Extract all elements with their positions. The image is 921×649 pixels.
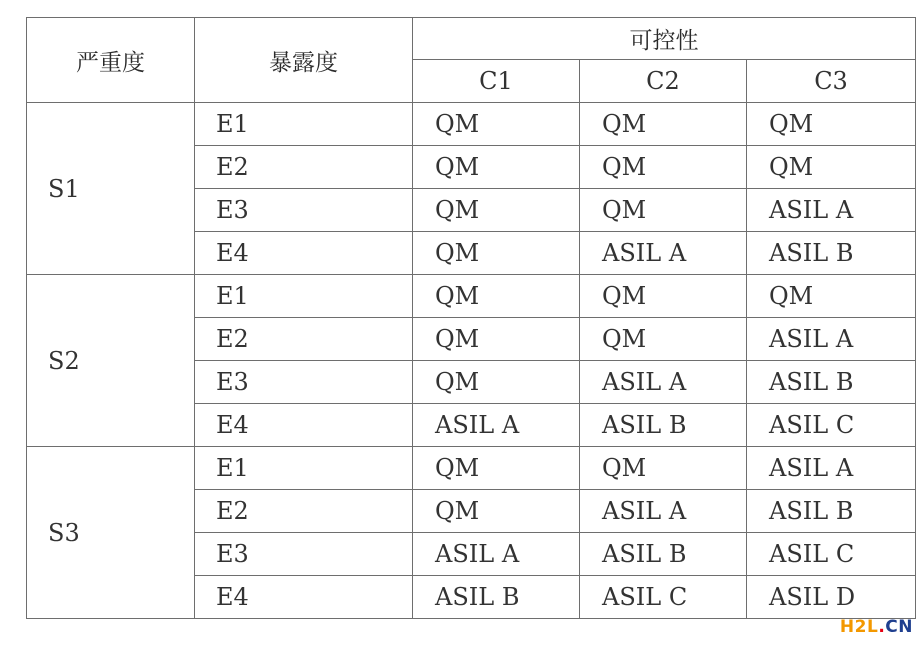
table-body (27, 103, 916, 619)
exposure-cell: E4 (195, 404, 413, 447)
asil-value-cell: QM (580, 146, 747, 189)
severity-cell: S3 (27, 447, 195, 619)
exposure-cell: E4 (195, 576, 413, 619)
watermark-part-cn: CN (885, 617, 913, 637)
asil-value-cell: ASIL A (747, 318, 916, 361)
column-header-c3: C3 (747, 60, 916, 103)
asil-value-cell: QM (413, 275, 580, 318)
asil-value-cell: ASIL A (580, 490, 747, 533)
exposure-cell: E1 (195, 275, 413, 318)
table-header (27, 18, 916, 103)
asil-value-cell: QM (413, 490, 580, 533)
table-row (27, 275, 916, 318)
asil-value-cell: ASIL A (413, 404, 580, 447)
exposure-cell: E3 (195, 189, 413, 232)
asil-value-cell: QM (413, 189, 580, 232)
column-header-c1: C1 (413, 60, 580, 103)
asil-value-cell: ASIL A (413, 533, 580, 576)
asil-value-cell: QM (413, 103, 580, 146)
asil-value-cell: ASIL B (747, 232, 916, 275)
asil-value-cell: ASIL C (747, 533, 916, 576)
table-row (27, 103, 916, 146)
watermark-part-h2l: H2L (839, 617, 879, 637)
asil-value-cell: ASIL B (413, 576, 580, 619)
exposure-cell: E1 (195, 103, 413, 146)
severity-cell: S2 (27, 275, 195, 447)
asil-value-cell: QM (413, 447, 580, 490)
asil-value-cell: ASIL B (747, 361, 916, 404)
asil-value-cell: ASIL B (747, 490, 916, 533)
asil-classification-table (26, 17, 916, 619)
controllability-header: 可控性 (413, 18, 916, 60)
asil-value-cell: QM (580, 103, 747, 146)
asil-value-cell: QM (580, 447, 747, 490)
asil-value-cell: ASIL B (580, 533, 747, 576)
asil-value-cell: QM (580, 318, 747, 361)
asil-value-cell: ASIL B (580, 404, 747, 447)
exposure-cell: E2 (195, 490, 413, 533)
site-watermark-logo (840, 617, 913, 637)
exposure-cell: E3 (195, 361, 413, 404)
table-row (27, 447, 916, 490)
asil-value-cell: ASIL C (580, 576, 747, 619)
exposure-cell: E3 (195, 533, 413, 576)
asil-value-cell: QM (747, 103, 916, 146)
exposure-cell: E1 (195, 447, 413, 490)
asil-value-cell: ASIL C (747, 404, 916, 447)
asil-value-cell: ASIL A (747, 447, 916, 490)
asil-value-cell: ASIL D (747, 576, 916, 619)
asil-value-cell: QM (413, 361, 580, 404)
column-header-c2: C2 (580, 60, 747, 103)
asil-value-cell: QM (580, 275, 747, 318)
severity-cell: S1 (27, 103, 195, 275)
asil-value-cell: QM (413, 318, 580, 361)
asil-value-cell: QM (747, 275, 916, 318)
severity-header: 严重度 (27, 18, 195, 103)
asil-value-cell: QM (580, 189, 747, 232)
exposure-header: 暴露度 (195, 18, 413, 103)
watermark-part-dot: . (878, 617, 886, 637)
asil-value-cell: QM (747, 146, 916, 189)
asil-value-cell: QM (413, 146, 580, 189)
exposure-cell: E2 (195, 318, 413, 361)
exposure-cell: E4 (195, 232, 413, 275)
exposure-cell: E2 (195, 146, 413, 189)
asil-value-cell: ASIL A (580, 232, 747, 275)
asil-value-cell: ASIL A (580, 361, 747, 404)
asil-value-cell: ASIL A (747, 189, 916, 232)
asil-value-cell: QM (413, 232, 580, 275)
